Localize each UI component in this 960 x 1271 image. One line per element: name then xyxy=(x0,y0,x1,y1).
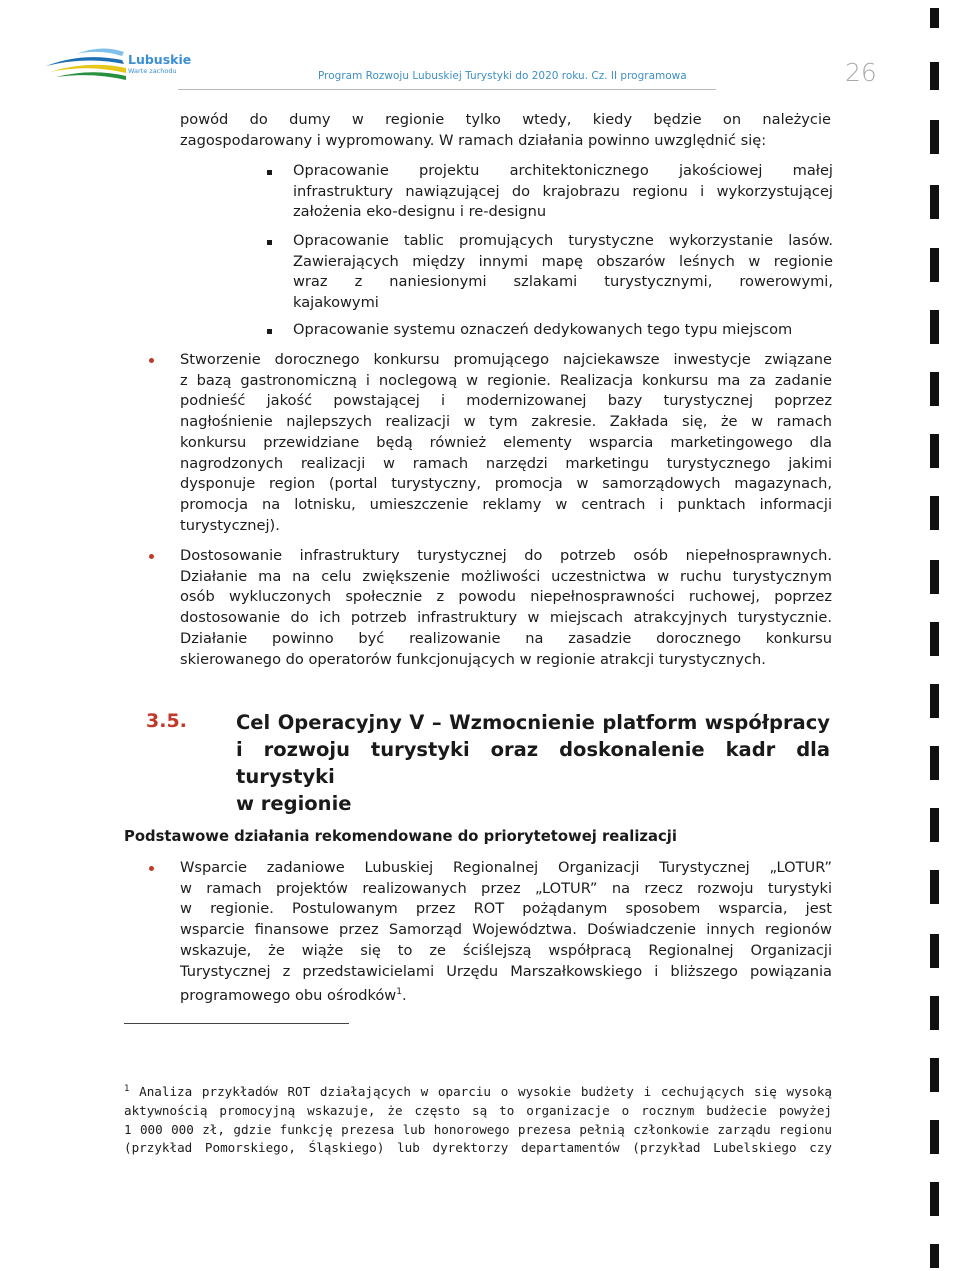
text-line: wraz z naniesionymi szlakami turystycznymi, rowerowymi, xyxy=(293,273,833,291)
text-fragment: programowego obu ośrodków xyxy=(180,987,397,1005)
subheading: Podstawowe działania rekomendowane do priorytetowej realizacji xyxy=(124,828,677,845)
binding-mark xyxy=(930,248,939,282)
text-line: Wsparcie zadaniowe Lubuskiej Regionalnej Organizacji Turystycznej „LOTUR” xyxy=(180,859,832,876)
section-title xyxy=(236,709,830,817)
text-line: Opracowanie systemu oznaczeń dedykowanych tego typu miejscom xyxy=(293,321,793,338)
text-line: założenia eko-designu i re-designu xyxy=(293,203,547,221)
text-line: Opracowanie projektu architektonicznego jakościowej małej xyxy=(293,162,833,179)
text-line: Zawierających między innymi mapę obszarów leśnych w regionie xyxy=(293,252,833,270)
footnote-divider xyxy=(124,1023,349,1024)
binding-mark xyxy=(930,185,939,219)
text-line: powód do dumy w regionie tylko wtedy, kiedy będzie on należycie xyxy=(180,111,831,128)
footnote-line xyxy=(124,1080,832,1102)
square-bullet-icon xyxy=(267,329,272,334)
text-line: z bazą gastronomiczną i noclegową w regionie. Realizacja konkursu ma za zadanie xyxy=(180,371,832,389)
footnote-line: aktywnością promocyjną wskazuje, że często są to organizacje o rocznym budżecie powyżej xyxy=(124,1102,832,1118)
bullet-dot-icon xyxy=(149,554,154,559)
binding-mark xyxy=(930,622,939,656)
binding-mark xyxy=(930,934,939,968)
text-line: nagrodzonych realizacji w ramach narzędzi marketingu turystycznego jakimi xyxy=(180,454,832,472)
header-divider xyxy=(178,89,716,90)
bullet-dot-icon xyxy=(149,866,154,871)
text-line: wsparcie finansowe przez Samorząd Województwa. Doświadczenie innych regionów xyxy=(180,921,832,939)
text-line: osób wykluczonych społecznie z powodu niepełnosprawności ruchowej, poprzez xyxy=(180,588,832,606)
binding-mark xyxy=(930,1182,939,1216)
binding-mark xyxy=(930,372,939,406)
bullet-dot-icon xyxy=(149,358,154,363)
binding-mark xyxy=(930,746,939,780)
text-line: dostosowanie do ich potrzeb infrastruktury w miejscach atrakcyjnych turystycznie. xyxy=(180,609,832,627)
binding-mark xyxy=(930,684,939,718)
square-bullet-icon xyxy=(267,240,272,245)
sub-list-item xyxy=(293,161,833,223)
list-item xyxy=(180,350,832,536)
square-bullet-icon xyxy=(267,170,272,175)
text-line: programowego obu ośrodków$^1$. xyxy=(180,987,407,1005)
text-line: turystycznej). xyxy=(180,516,280,534)
binding-mark xyxy=(930,808,939,842)
text-line: infrastruktury nawiązującej do krajobrazu regionu i wykorzystującej xyxy=(293,182,833,200)
footnote-line: (przykład Pomorskiego, Śląskiego) lub dyrektorzy departamentów (przykład Lubelskiego czy xyxy=(124,1140,832,1156)
intro-paragraph xyxy=(180,110,831,151)
text-line: skierowanego do operatorów funkcjonujących w regionie atrakcji turystycznych. xyxy=(180,650,766,668)
document-header-title: Program Rozwoju Lubuskiej Turystyki do 2020 roku. Cz. II programowa xyxy=(318,70,687,82)
footnote-marker: 1 xyxy=(124,1084,130,1094)
binding-mark xyxy=(930,996,939,1030)
sub-list-item xyxy=(293,231,833,314)
text-line: podnieść jakość powstającej i modernizowanej bazy turystycznej poprzez xyxy=(180,392,832,410)
binding-mark xyxy=(930,310,939,344)
sub-list-item xyxy=(293,320,833,341)
text-line: nagłośnienie najlepszych realizacji w tym zakresie. Zakłada się, że w ramach xyxy=(180,413,832,431)
binding-mark xyxy=(930,62,939,90)
binding-mark xyxy=(930,870,939,904)
binding-mark xyxy=(930,434,939,468)
footnote-line: 1 000 000 zł, gdzie funkcję prezesa lub honorowego prezesa pełnią członkowie zarządu regionu xyxy=(124,1121,832,1137)
binding-mark xyxy=(930,1120,939,1154)
footnote-reference[interactable]: 1 xyxy=(396,987,402,998)
section-title-line: Cel Operacyjny V – Wzmocnienie platform współpracy xyxy=(236,711,830,734)
text-line: konkursu przewidziane będą również elementy wsparcia marketingowego dla xyxy=(180,433,832,451)
text-line: w ramach projektów realizowanych przez „LOTUR” na rzecz rozwoju turystyki xyxy=(180,879,832,897)
binding-mark xyxy=(930,8,939,28)
page-number: 26 xyxy=(845,58,877,87)
section-number: 3.5. xyxy=(146,710,187,732)
text-line: Dostosowanie infrastruktury turystycznej do potrzeb osób niepełnosprawnych. xyxy=(180,547,832,564)
binding-mark xyxy=(930,560,939,594)
text-line: promocja na lotnisku, umieszczenie reklamy w centrach i punktach informacji xyxy=(180,495,832,513)
text-line: Działanie powinno być realizowanie na zasadzie dorocznego konkursu xyxy=(180,629,832,647)
text-line: zagospodarowany i wypromowany. W ramach działania powinno uwzględnić się: xyxy=(180,131,767,149)
text-line: Turystycznej z przedstawicielami Urzędu Marszałkowskiego i bliższego powiązania xyxy=(180,962,832,980)
footnote xyxy=(124,1080,832,1158)
binding-mark xyxy=(930,496,939,530)
list-item xyxy=(180,858,832,1007)
list-item xyxy=(180,546,832,670)
text-line: kajakowymi xyxy=(293,294,379,312)
logo-name: Lubuskie xyxy=(128,52,192,67)
section-title-line: i rozwoju turystyki oraz doskonalenie kadr dla turystyki xyxy=(236,738,830,788)
text-line: wskazuje, że wiąże się to ze ściślejszą współpracą Regionalnej Organizacji xyxy=(180,941,832,959)
binding-mark xyxy=(930,1058,939,1092)
text-line: dysponuje region (portal turystyczny, promocja w samorządowych magazynach, xyxy=(180,475,832,493)
logo-tagline: Warte zachodu xyxy=(128,67,177,75)
text-line: Działanie ma na celu zwiększenie możliwości uczestnictwa w ruchu turystycznym xyxy=(180,567,832,585)
text-line: w regionie. Postulowanym przez ROT pożądanym sposobem wsparcia, jest xyxy=(180,900,832,918)
binding-mark xyxy=(930,120,939,154)
binding-mark xyxy=(930,1244,939,1268)
text-line: Opracowanie tablic promujących turystyczne wykorzystanie lasów. xyxy=(293,232,833,249)
section-title-line: w regionie xyxy=(236,792,352,815)
text-fragment: Analiza przykładów ROT działających w oparciu o wysokie budżety i cechujących się wysoką xyxy=(139,1084,832,1100)
text-line: Stworzenie dorocznego konkursu promującego najciekawsze inwestycje związane xyxy=(180,351,832,368)
